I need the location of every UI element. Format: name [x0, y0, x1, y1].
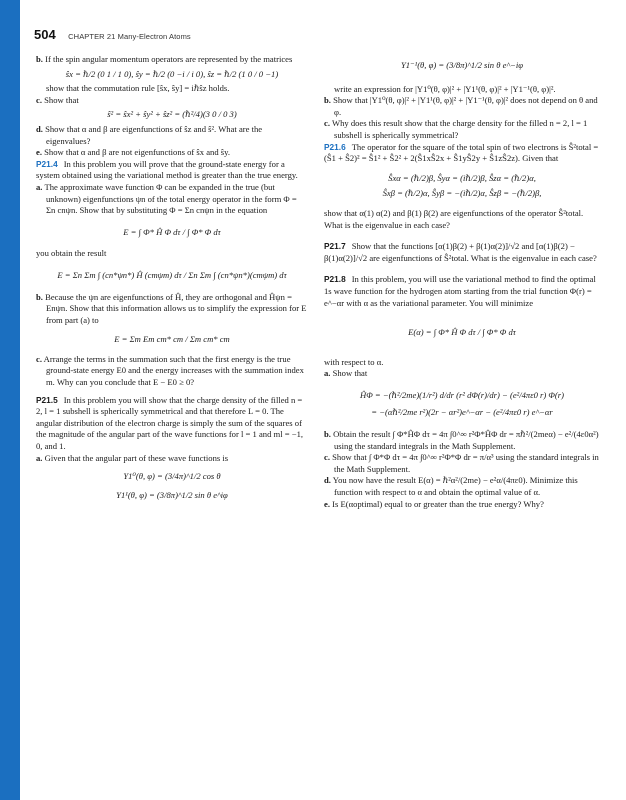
- problem-number-21-7: P21.7: [324, 241, 346, 252]
- part-e-text: e. Show that α and β are not eigenfunctions of ŝx and ŝy.: [36, 147, 231, 158]
- h-phi-equation-1: ĤΦ = −(ℏ²/2me)(1/r²) d/dr (r² dΦ(r)/dr) − (e²/4πε0 r) Φ(r): [360, 389, 564, 400]
- p21-8-part-e: e. Is E(αoptimal) equal to or greater than the true energy? Why?: [324, 498, 544, 509]
- energy-equation-3: E = Σm Em cm* cm / Σm cm* cm: [114, 334, 230, 345]
- blue-margin-bar: [0, 0, 20, 800]
- commutation-text: show that the commutation rule [ŝx, ŝy] = iℏŝz holds.: [46, 83, 230, 94]
- energy-equation-1: E = ∫ Φ* Ĥ Φ dτ / ∫ Φ* Φ dτ: [123, 226, 221, 237]
- page-number: 504: [34, 27, 56, 42]
- problem-21-5: P21.5 In this problem you will show that the charge density of the filled n = 2, l = 1 subshell is spherically symmetrical and that therefore L = 0. The angular distribution of the electron charge is simply the sum of the squares of the magnitude of the angular part of the wave functions for l = 1 and ml = −1, 0, and 1.: [36, 394, 304, 452]
- left-column: [36, 54, 308, 508]
- energy-equation-2: E = Σn Σm ∫ (cn*ψn*) Ĥ (cmψm) dτ / Σn Σm ∫ (cn*ψn*)(cmψm) dτ: [57, 269, 287, 280]
- y10-equation: Y1⁰(θ, φ) = (3/4π)^1/2 cos θ: [123, 471, 221, 482]
- h-phi-equation-2: = −(αℏ²/2me r²)(2r − αr²)e^−αr − (e²/4πε0 r) e^−αr: [371, 407, 553, 418]
- with-respect-text: with respect to α.: [324, 356, 384, 367]
- write-expression-text: write an expression for |Y1⁰(θ, φ)|² + |Y1¹(θ, φ)|² + |Y1⁻¹(θ, φ)|².: [334, 83, 556, 94]
- p21-8-part-c: c. Show that ∫ Φ*Φ dτ = 4π ∫0^∞ r²Φ*Φ dr = π/α³ using the standard integrals in the Math Supplement.: [324, 452, 599, 474]
- p21-8-part-d: d. You now have the result E(α) = ℏ²α²/(2me) − e²α/(4πε0). Minimize this function with respect to α and obtain the optimal value of α.: [324, 475, 578, 498]
- part-d-text: d. Show that α and β are eigenfunctions of ŝz and ŝ². What are the eigenvalues?: [36, 123, 263, 146]
- result-intro: you obtain the result: [36, 248, 107, 259]
- spin-relations-row-1: Ŝxα = (ℏ/2)β, Ŝyα = (iℏ/2)β, Ŝzα = (ℏ/2)α,: [388, 172, 536, 183]
- problem-21-4: P21.4 In this problem you will prove that the ground-state energy for a system obtained using the variational method is greater than the true energy.: [36, 158, 298, 181]
- y1m1-equation: Y1⁻¹(θ, φ) = (3/8π)^1/2 sin θ e^−iφ: [401, 60, 523, 70]
- problem-number-21-5: P21.5: [36, 394, 58, 405]
- p21-4-part-b: b. Because the ψn are eigenfunctions of Ĥ, they are orthogonal and Ĥψn = Enψn. Show that this information allows us to simplify the expression for E from part (a) to: [36, 291, 307, 325]
- y11-equation: Y1¹(θ, φ) = (3/8π)^1/2 sin θ e^iφ: [116, 489, 228, 500]
- p21-6-conclusion: show that α(1) α(2) and β(1) β(2) are eigenfunctions of the operator Ŝ²total. What is the eigenvalue in each case?: [324, 207, 584, 230]
- p21-5-part-a: a. Given that the angular part of these wave functions is: [36, 452, 229, 463]
- e-alpha-equation: E(α) = ∫ Φ* Ĥ Φ dτ / ∫ Φ* Φ dτ: [408, 327, 516, 338]
- problem-number-21-4: P21.4: [36, 158, 58, 169]
- p21-8-part-b: b. Obtain the result ∫ Φ*ĤΦ dτ = 4π ∫0^∞ r²Φ*ĤΦ dr = πℏ²/(2meα) − e²/(4ε0α²) using the standard integrals in the Math Supplement.: [324, 429, 599, 451]
- part-c-text: c. Show that: [36, 94, 79, 105]
- page-header: [34, 26, 191, 44]
- part-b-text: b. If the spin angular momentum operators are represented by the matrices: [36, 54, 293, 64]
- part-b-right: b. Show that |Y1⁰(θ, φ)|² + |Y1¹(θ, φ)|² + |Y1⁻¹(θ, φ)|² does not depend on θ and φ.: [324, 95, 598, 117]
- spin-matrices-equation: ŝx = ℏ/2 (0 1 / 1 0), ŝy = ℏ/2 (0 −i / i 0), ŝz = ℏ/2 (1 0 / 0 −1): [65, 68, 279, 79]
- problem-21-7: P21.7 Show that the functions [α(1)β(2) + β(1)α(2)]/√2 and [α(1)β(2) − β(1)α(2)]/√2 are eigenfunctions of Ŝ²total. What is the eigenvalue in each case?: [324, 241, 597, 263]
- problem-21-8: P21.8 In this problem, you will use the variational method to find the optimal 1s wave function for the hydrogen atom starting from the trial function Φ(r) = e^−αr with α as the variational parameter. You will minimize: [324, 274, 596, 308]
- p21-4-part-c: c. Arrange the terms in the summation such that the first energy is the true ground-state energy E0 and the energy increases with the summation index m. Why can you conclude that E − E0 ≥ 0?: [36, 353, 304, 388]
- s-squared-equation: ŝ² = ŝx² + ŝy² + ŝz² = (ℏ²/4)(3 0 / 0 3): [107, 109, 237, 120]
- problem-21-6: P21.6 The operator for the square of the total spin of two electrons is Ŝ²total = (Ŝ1 + Ŝ2)² = Ŝ1² + Ŝ2² + 2(Ŝ1xŜ2x + Ŝ1yŜ2y + Ŝ1zŜ2z). Given that: [324, 141, 599, 164]
- part-c-right: c. Why does this result show that the charge density for the filled n = 2, l = 1 subshell is spherically symmetrical?: [324, 118, 588, 140]
- p21-4-part-a: a. The approximate wave function Φ can be expanded in the true (but unknown) eigenfunctions ψn of the total energy operator in the form Φ = Σn cnψn. Show that by substituting Φ = Σn cnψn in the equation: [36, 181, 297, 216]
- chapter-title: CHAPTER 21 Many-Electron Atoms: [68, 32, 191, 41]
- right-column: [324, 54, 600, 510]
- spin-relations-row-2: Ŝxβ = (ℏ/2)α, Ŝyβ = −(iℏ/2)α, Ŝzβ = −(ℏ/2)β,: [382, 188, 542, 199]
- problem-number-21-6: P21.6: [324, 141, 346, 152]
- p21-8-part-a: a. Show that: [324, 368, 368, 379]
- problem-number-21-8: P21.8: [324, 274, 346, 285]
